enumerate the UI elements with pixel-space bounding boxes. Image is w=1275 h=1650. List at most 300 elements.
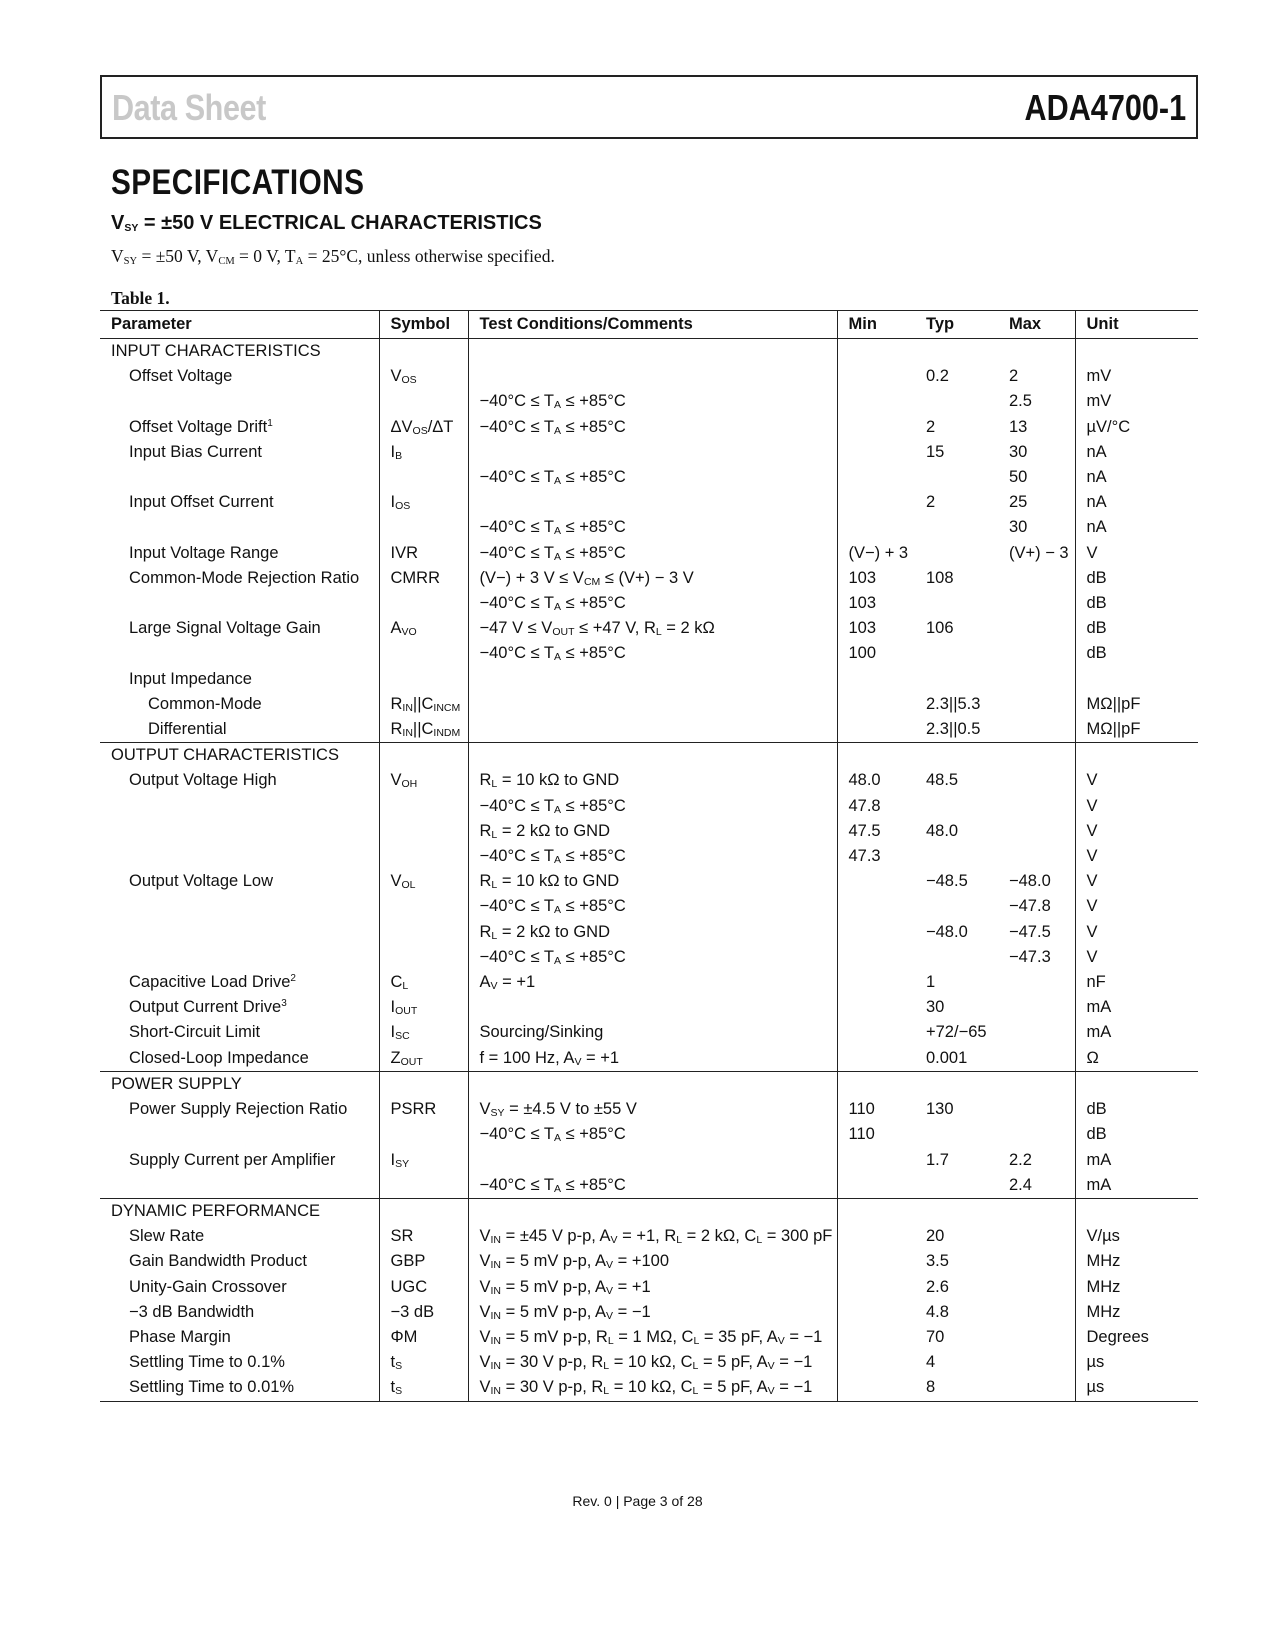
cell-max: 2.4 — [998, 1173, 1075, 1199]
cell-conditions: −47 $V \le V_{OUT} \le +47$ V, $R_L = 2$ kΩ — [468, 616, 837, 641]
cell-symbol: $Z_{OUT}$ — [379, 1046, 468, 1072]
cell-max — [998, 667, 1075, 692]
cell-min — [837, 995, 915, 1020]
cell-min — [837, 440, 915, 465]
cell-parameter — [100, 1173, 379, 1199]
cell-min — [837, 1148, 915, 1173]
cell-symbol — [379, 641, 468, 666]
cell-min: 48.0 — [837, 768, 915, 793]
table-caption: Table 1. — [111, 288, 170, 308]
cell-parameter — [100, 794, 379, 819]
header-doc-type: Data Sheet — [112, 87, 266, 128]
cell-symbol — [379, 515, 468, 540]
cell-parameter — [100, 389, 379, 414]
table-row — [100, 364, 1198, 389]
empty-cell — [468, 743, 837, 769]
cell-max — [998, 1300, 1075, 1325]
cell-min: 103 — [837, 591, 915, 616]
empty-cell — [915, 1071, 998, 1097]
cell-min — [837, 869, 915, 894]
cell-min: 110 — [837, 1097, 915, 1122]
page-header — [100, 75, 1198, 139]
table-row — [100, 717, 1198, 743]
cell-parameter: Phase Margin — [129, 1327, 231, 1346]
col-header-max: Max — [998, 311, 1075, 339]
cell-conditions: $V_{IN} = 5$ mV p-p, $A_V = +100$ — [468, 1249, 837, 1274]
table-row — [100, 515, 1198, 540]
cell-max: 30 — [1009, 518, 1028, 537]
cell-typ: 15 — [926, 442, 945, 461]
cell-parameter: Closed-Loop Impedance — [100, 1046, 379, 1072]
col-header-conditions: Test Conditions/Comments — [468, 311, 837, 339]
cell-conditions — [468, 717, 837, 743]
cell-unit: MHz — [1075, 1300, 1198, 1325]
cell-unit: Degrees — [1075, 1325, 1198, 1350]
cell-unit: MHz — [1075, 1249, 1198, 1274]
cell-unit: V — [1075, 844, 1198, 869]
table-row — [100, 1046, 1198, 1072]
cell-max — [998, 1020, 1075, 1045]
cell-unit: µV/°C — [1075, 415, 1198, 440]
cell-typ: 2 — [926, 493, 936, 512]
cell-unit: V — [1075, 920, 1198, 945]
cell-max — [998, 1224, 1075, 1249]
cell-typ: +72/−65 — [926, 1023, 987, 1042]
cell-symbol: $I_{OS}$ — [379, 490, 468, 515]
cell-symbol: $A_{VO}$ — [379, 616, 468, 641]
empty-cell — [468, 1198, 837, 1224]
cell-typ: −48.0 — [926, 922, 968, 941]
cell-max — [998, 1350, 1075, 1375]
cell-min — [837, 667, 915, 692]
cell-typ — [915, 894, 998, 919]
cell-max: 25 — [1009, 493, 1028, 512]
cell-typ — [915, 641, 998, 666]
cell-max — [998, 1046, 1075, 1072]
cell-max: 2.2 — [1009, 1150, 1032, 1169]
cell-max — [998, 1275, 1075, 1300]
cell-typ: 3.5 — [926, 1252, 949, 1271]
cell-parameter: Differential — [100, 717, 379, 743]
cell-symbol: $t_S$ — [379, 1350, 468, 1375]
cell-conditions — [468, 490, 837, 515]
cell-unit: V — [1075, 869, 1198, 894]
table-row — [100, 415, 1198, 440]
cell-max — [998, 641, 1075, 666]
cell-min — [837, 1325, 915, 1350]
cell-unit: dB — [1075, 616, 1198, 641]
cell-conditions: $R_L = 2$ kΩ to GND — [468, 819, 837, 844]
table-row — [100, 541, 1198, 566]
table-row — [100, 389, 1198, 414]
cell-conditions — [468, 692, 837, 717]
cell-conditions: $V_{IN} = 30$ V p-p, $R_L = 10$ kΩ, $C_L = 5$ pF, $A_V = -1$ — [468, 1375, 837, 1401]
cell-conditions — [468, 440, 837, 465]
cell-symbol — [379, 945, 468, 970]
cell-typ: 2.6 — [926, 1277, 949, 1296]
cell-conditions: $-40^\circ C \le T_A \le +85^\circ C$ — [468, 1122, 837, 1147]
cell-max — [998, 970, 1075, 995]
cell-min: 103 — [837, 566, 915, 591]
cell-typ: 0.2 — [926, 367, 949, 386]
table-row — [100, 1020, 1198, 1045]
empty-cell — [915, 743, 998, 769]
table-row — [100, 616, 1198, 641]
table-row — [100, 1275, 1198, 1300]
cell-symbol: CMRR — [379, 566, 468, 591]
cell-unit: V/µs — [1075, 1224, 1198, 1249]
cell-symbol — [379, 389, 468, 414]
cell-parameter: Output Voltage High — [129, 771, 277, 790]
cell-typ — [915, 1122, 998, 1147]
cell-typ: 70 — [926, 1327, 945, 1346]
cell-symbol: $t_S$ — [379, 1375, 468, 1401]
table-row — [100, 819, 1198, 844]
cell-symbol: $C_L$ — [379, 970, 468, 995]
table-row — [100, 768, 1198, 793]
cell-max: 2 — [1009, 367, 1019, 386]
cell-symbol: IVR — [379, 541, 468, 566]
cell-typ: 1 — [926, 973, 936, 992]
cell-unit: mA — [1075, 1148, 1198, 1173]
cell-unit — [1075, 667, 1198, 692]
cell-typ: 2 — [926, 417, 936, 436]
cell-conditions: $-40^\circ C \le T_A \le +85^\circ C$ — [468, 641, 837, 666]
cell-min: 103 — [837, 616, 915, 641]
cell-typ: 106 — [926, 619, 954, 638]
page-footer: Rev. 0 | Page 3 of 28 — [572, 1493, 703, 1509]
table-row — [100, 945, 1198, 970]
table-row — [100, 1249, 1198, 1274]
cell-parameter — [100, 894, 379, 919]
cell-typ: 20 — [926, 1227, 945, 1246]
empty-cell — [998, 1071, 1075, 1097]
cell-max — [998, 591, 1075, 616]
cell-typ: 48.0 — [926, 821, 959, 840]
cell-unit: nA — [1075, 490, 1198, 515]
table-row — [100, 667, 1198, 692]
table-row — [100, 440, 1198, 465]
col-header-min: Min — [837, 311, 915, 339]
cell-symbol — [379, 844, 468, 869]
table-row — [100, 465, 1198, 490]
cell-symbol: $I_{OUT}$ — [379, 995, 468, 1020]
cell-typ: 8 — [915, 1375, 998, 1401]
cell-conditions: $-40^\circ C \le T_A \le +85^\circ C$ — [468, 389, 837, 414]
cell-min — [837, 1375, 915, 1401]
cell-unit: MΩ||pF — [1075, 692, 1198, 717]
cell-parameter: Settling Time to 0.1% — [129, 1353, 285, 1372]
cell-conditions: $-40^\circ C \le T_A \le +85^\circ C$ — [468, 541, 837, 566]
cell-unit: dB — [1075, 1122, 1198, 1147]
cell-symbol — [379, 1122, 468, 1147]
cell-max — [998, 995, 1075, 1020]
cell-conditions — [468, 364, 837, 389]
cell-symbol: $\Delta V_{OS}/\Delta T$ — [379, 415, 468, 440]
section-label: POWER SUPPLY — [100, 1071, 379, 1097]
section-label: OUTPUT CHARACTERISTICS — [100, 743, 379, 769]
cell-parameter: Input Bias Current — [129, 442, 262, 461]
cell-symbol: SR — [379, 1224, 468, 1249]
cell-parameter: Capacitive Load Drive$^2$ — [129, 973, 296, 992]
cell-symbol — [379, 894, 468, 919]
empty-cell — [1075, 743, 1198, 769]
cell-symbol — [379, 667, 468, 692]
cell-unit: dB — [1075, 591, 1198, 616]
cell-typ: 0.001 — [915, 1046, 998, 1072]
table-row — [100, 641, 1198, 666]
empty-cell — [379, 1071, 468, 1097]
cell-max — [998, 616, 1075, 641]
cell-min: 110 — [837, 1122, 915, 1147]
cell-min: 47.5 — [837, 819, 915, 844]
test-conditions-note: $V_{SY} = \pm 50$ V, $V_{CM} = 0$ V, $T_A = 25^\circ C$, unless otherwise specified. — [111, 246, 555, 267]
cell-parameter: Input Offset Current — [129, 493, 274, 512]
cell-conditions: $-40^\circ C \le T_A \le +85^\circ C$ — [468, 591, 837, 616]
cell-min — [837, 1046, 915, 1072]
cell-typ: 108 — [926, 568, 954, 587]
table-row — [100, 1122, 1198, 1147]
cell-min: 100 — [837, 641, 915, 666]
cell-min — [837, 1020, 915, 1045]
spec-table-body — [100, 339, 1198, 1402]
cell-parameter: Supply Current per Amplifier — [129, 1150, 336, 1169]
cell-symbol: $V_{OL}$ — [379, 869, 468, 894]
cell-conditions: Sourcing/Sinking — [468, 1020, 837, 1045]
cell-parameter: Slew Rate — [129, 1227, 205, 1246]
cell-conditions: $-40^\circ C \le T_A \le +85^\circ C$ — [468, 894, 837, 919]
cell-symbol — [379, 591, 468, 616]
cell-symbol: PSRR — [379, 1097, 468, 1122]
cell-unit: dB — [1075, 641, 1198, 666]
cell-conditions: $-40^\circ C \le T_A \le +85^\circ C$ — [468, 515, 837, 540]
cell-min — [837, 717, 915, 743]
cell-max: 50 — [1009, 468, 1028, 487]
cell-typ: 48.5 — [926, 771, 959, 790]
cell-min — [837, 364, 915, 389]
col-header-parameter: Parameter — [100, 311, 379, 339]
cell-parameter: Offset Voltage — [129, 367, 233, 386]
cell-unit: mV — [1075, 364, 1198, 389]
cell-conditions: (V−) + 3 $V \le V_{CM} \le (V+) - 3$ V — [468, 566, 837, 591]
cell-symbol: $R_{IN}||C_{INDM}$ — [379, 717, 468, 743]
cell-typ: 2.3||5.3 — [926, 694, 981, 713]
section-row — [100, 1198, 1198, 1224]
cell-max — [998, 692, 1075, 717]
cell-unit: mA — [1075, 1173, 1198, 1199]
empty-cell — [998, 1198, 1075, 1224]
cell-conditions: $V_{IN} = \pm 45$ V p-p, $A_V = +1$, $R_L = 2$ kΩ, $C_L = 300$ pF — [468, 1224, 837, 1249]
cell-unit: V — [1075, 819, 1198, 844]
cell-conditions: $-40^\circ C \le T_A \le +85^\circ C$ — [468, 1173, 837, 1199]
cell-symbol: $V_{OS}$ — [379, 364, 468, 389]
cell-symbol — [379, 819, 468, 844]
cell-unit: mA — [1075, 1020, 1198, 1045]
cell-parameter — [100, 844, 379, 869]
cell-parameter: Large Signal Voltage Gain — [129, 619, 321, 638]
cell-parameter: Output Current Drive$^3$ — [129, 998, 287, 1017]
table-row — [100, 1375, 1198, 1401]
table-row — [100, 844, 1198, 869]
cell-unit: MHz — [1075, 1275, 1198, 1300]
cell-symbol: $V_{OH}$ — [379, 768, 468, 793]
table-row — [100, 1350, 1198, 1375]
cell-typ: 1.7 — [926, 1150, 949, 1169]
section-title: SPECIFICATIONS — [111, 163, 365, 202]
cell-min: 47.3 — [837, 844, 915, 869]
table-row — [100, 894, 1198, 919]
cell-parameter: Gain Bandwidth Product — [129, 1252, 307, 1271]
table-row — [100, 1173, 1198, 1199]
table-row — [100, 1224, 1198, 1249]
cell-min — [837, 1300, 915, 1325]
cell-typ — [915, 794, 998, 819]
table-row — [100, 1325, 1198, 1350]
cell-max: 13 — [1009, 417, 1028, 436]
empty-cell — [915, 339, 998, 365]
cell-conditions: $R_L = 2$ kΩ to GND — [468, 920, 837, 945]
cell-parameter: Common-Mode Rejection Ratio — [129, 568, 360, 587]
empty-cell — [837, 1071, 915, 1097]
cell-symbol: $I_{SC}$ — [379, 1020, 468, 1045]
cell-typ — [915, 591, 998, 616]
cell-conditions: $V_{IN} = 5$ mV p-p, $A_V = -1$ — [468, 1300, 837, 1325]
cell-min — [837, 692, 915, 717]
empty-cell — [837, 743, 915, 769]
cell-parameter: Input Voltage Range — [129, 543, 279, 562]
empty-cell — [837, 339, 915, 365]
cell-unit: dB — [1075, 566, 1198, 591]
empty-cell — [468, 339, 837, 365]
table-row — [100, 920, 1198, 945]
cell-conditions — [468, 1148, 837, 1173]
cell-max — [998, 1249, 1075, 1274]
cell-parameter: Power Supply Rejection Ratio — [129, 1100, 348, 1119]
empty-cell — [1075, 1198, 1198, 1224]
cell-symbol: $I_{SY}$ — [379, 1148, 468, 1173]
table-header-row — [100, 311, 1198, 339]
cell-symbol: −3 dB — [379, 1300, 468, 1325]
section-row — [100, 743, 1198, 769]
table-row — [100, 1300, 1198, 1325]
cell-parameter: Offset Voltage Drift$^1$ — [129, 417, 273, 436]
cell-typ — [915, 465, 998, 490]
cell-conditions: $V_{SY} = \pm 4.5$ V to ±55 V — [468, 1097, 837, 1122]
cell-unit: mA — [1075, 995, 1198, 1020]
cell-max — [998, 1097, 1075, 1122]
section-label: DYNAMIC PERFORMANCE — [100, 1198, 379, 1224]
cell-max — [998, 768, 1075, 793]
cell-symbol: ΦM — [379, 1325, 468, 1350]
cell-symbol — [379, 920, 468, 945]
cell-conditions: f = 100 Hz, $A_V = +1$ — [468, 1046, 837, 1072]
table-row — [100, 566, 1198, 591]
cell-parameter — [100, 920, 379, 945]
cell-max — [998, 566, 1075, 591]
cell-typ: 4.8 — [926, 1302, 949, 1321]
table-row — [100, 1148, 1198, 1173]
section-subtitle: $V_{SY} = \pm 50$ V ELECTRICAL CHARACTERISTICS — [111, 212, 542, 234]
cell-conditions: $V_{IN} = 30$ V p-p, $R_L = 10$ kΩ, $C_L = 5$ pF, $A_V = -1$ — [468, 1350, 837, 1375]
spec-table — [100, 310, 1198, 1402]
cell-unit: dB — [1075, 1097, 1198, 1122]
cell-max — [998, 844, 1075, 869]
empty-cell — [998, 743, 1075, 769]
cell-max: 30 — [1009, 442, 1028, 461]
cell-min — [837, 920, 915, 945]
section-row — [100, 339, 1198, 365]
cell-max — [998, 1122, 1075, 1147]
table-row — [100, 1097, 1198, 1122]
cell-unit: MΩ||pF — [1075, 717, 1198, 743]
cell-typ: 4 — [926, 1353, 936, 1372]
cell-typ: −48.5 — [926, 872, 968, 891]
cell-min — [837, 415, 915, 440]
cell-symbol — [379, 1173, 468, 1199]
cell-parameter — [100, 515, 379, 540]
cell-unit: µs — [1075, 1350, 1198, 1375]
empty-cell — [1075, 1071, 1198, 1097]
cell-min — [837, 1350, 915, 1375]
cell-conditions: $-40^\circ C \le T_A \le +85^\circ C$ — [468, 844, 837, 869]
cell-min — [837, 1224, 915, 1249]
section-row — [100, 1071, 1198, 1097]
cell-parameter — [100, 465, 379, 490]
cell-min — [837, 490, 915, 515]
cell-unit: V — [1075, 894, 1198, 919]
cell-conditions: $A_V = +1$ — [468, 970, 837, 995]
cell-symbol: GBP — [379, 1249, 468, 1274]
cell-typ: 130 — [926, 1100, 954, 1119]
cell-conditions: $-40^\circ C \le T_A \le +85^\circ C$ — [468, 415, 837, 440]
empty-cell — [379, 1198, 468, 1224]
cell-conditions: $-40^\circ C \le T_A \le +85^\circ C$ — [468, 794, 837, 819]
cell-max: −47.5 — [1009, 922, 1051, 941]
cell-max — [998, 1375, 1075, 1401]
table-row — [100, 490, 1198, 515]
empty-cell — [379, 743, 468, 769]
section-label: INPUT CHARACTERISTICS — [111, 342, 321, 360]
cell-min — [837, 1249, 915, 1274]
cell-min — [837, 465, 915, 490]
table-row — [100, 995, 1198, 1020]
cell-parameter — [100, 591, 379, 616]
cell-typ — [915, 515, 998, 540]
cell-max: −48.0 — [1009, 872, 1051, 891]
cell-min — [837, 945, 915, 970]
cell-conditions — [468, 995, 837, 1020]
empty-cell — [379, 339, 468, 365]
empty-cell — [915, 1198, 998, 1224]
col-header-typ: Typ — [915, 311, 998, 339]
table-row — [100, 794, 1198, 819]
cell-parameter: Input Impedance — [129, 669, 252, 688]
cell-parameter: Common-Mode — [148, 694, 262, 713]
cell-min: (V−) + 3 — [837, 541, 915, 566]
cell-min — [837, 1173, 915, 1199]
cell-parameter: Short-Circuit Limit — [129, 1023, 261, 1042]
cell-min — [837, 894, 915, 919]
cell-unit: µs — [1075, 1375, 1198, 1401]
cell-max — [998, 819, 1075, 844]
cell-parameter — [100, 1122, 379, 1147]
cell-unit: mV — [1075, 389, 1198, 414]
cell-typ — [915, 1173, 998, 1199]
cell-typ — [915, 844, 998, 869]
cell-max: 2.5 — [1009, 392, 1032, 411]
cell-conditions: $R_L = 10$ kΩ to GND — [468, 768, 837, 793]
cell-parameter — [100, 945, 379, 970]
